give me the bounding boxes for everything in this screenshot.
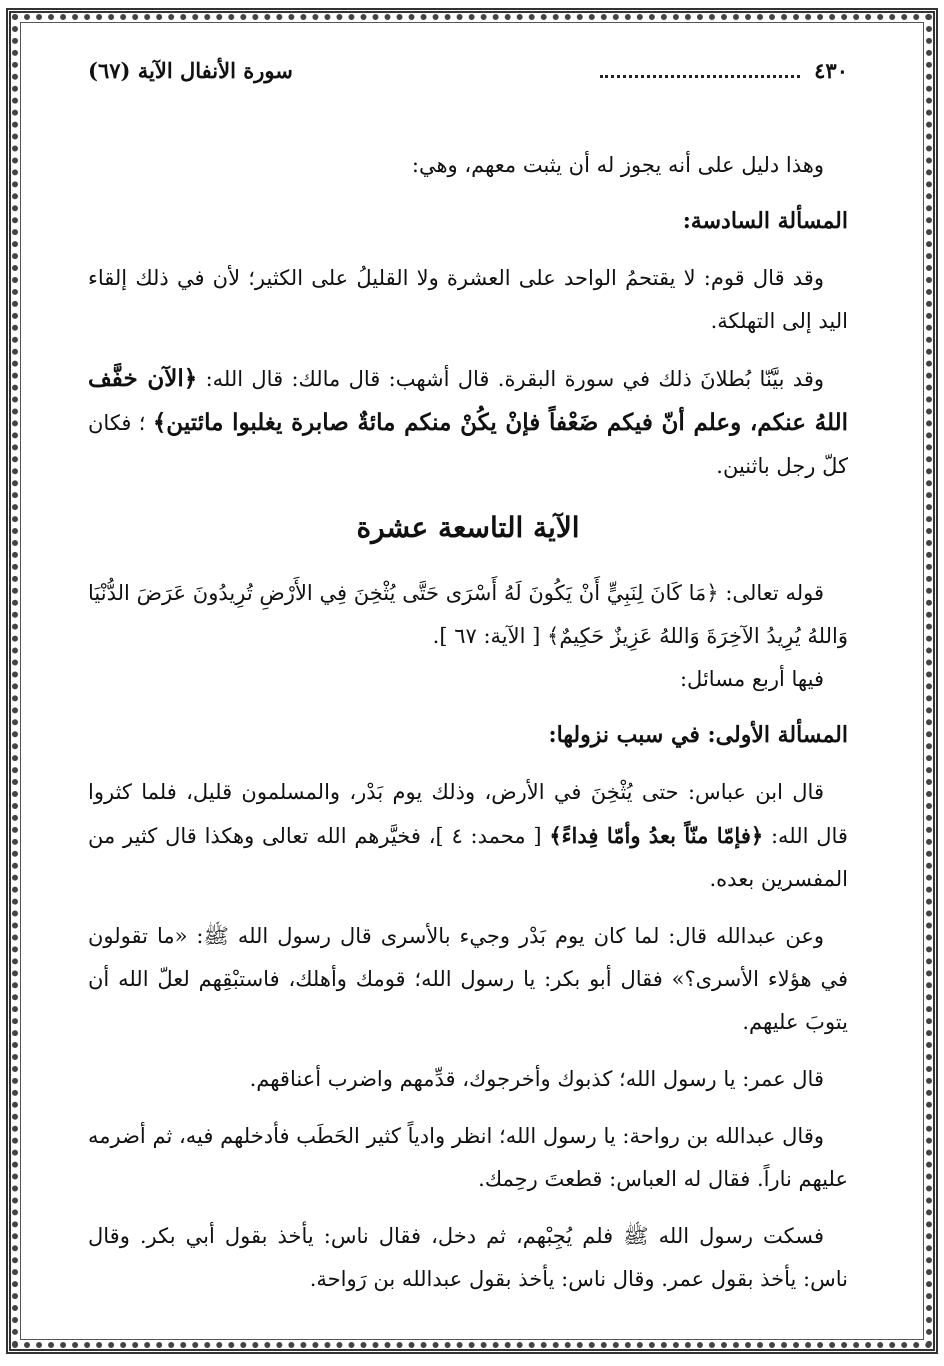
- header-dots: [600, 63, 800, 78]
- quran-quote: ﴿الآن خفَّف اللهُ عنكم، وعلم أنّ فيكم ضَعْفاً فإنْ يكُنْ منكم مائةٌ صابرة يغلبوا مائتين﴾: [88, 365, 848, 436]
- paragraph-umar: قال عمر: يا رسول الله؛ كذبوك وأخرجوك، قدِّمهم واضرب أعناقهم.: [249, 1067, 824, 1091]
- heading-sixth-issue: المسألة السادسة:: [682, 208, 848, 234]
- heading-first-issue: المسألة الأولى: في سبب نزولها:: [548, 722, 848, 748]
- paragraph-abdullah: وعن عبدالله قال: لما كان يوم بَدْر وجيء بالأسرى قال رسول الله ﷺ: «ما تقولون في هؤلاء الأسرى؟» فقال أبو بكر: يا رسول الله؛ قومك وأهلك، فاستبْقِهم لعلّ الله أن يتوبَ عليهم.: [88, 924, 848, 1034]
- refutation-end: ؛ فكان كلّ رجل باثنين.: [88, 411, 848, 478]
- header-right: [600, 58, 848, 83]
- paragraph-ibn-abbas: [88, 771, 848, 901]
- ibn-abbas-a: قال ابن عباس: حتى يُثْخِنَ في الأرض، وذلك يوم بَدْر، والمسلمون قليل، فلما كثروا قال الله:: [88, 780, 848, 848]
- paragraph-intro: وهذا دليل على أنه يجوز له أن يثبت معهم، وهي:: [411, 153, 824, 177]
- page-content: [88, 58, 848, 1315]
- paragraph-ibn-rawaha: وقال عبدالله بن رواحة: يا رسول الله؛ انظر وادياً كثير الحَطَب فأدخلهم فيه، ثم أضرمه عليهم ناراً. فقال له العباس: قطعتَ رحِمك.: [88, 1124, 848, 1191]
- ibn-abbas-b: [ محمد: ٤ ]، فخيَّرهم الله تعالى وهكذا قال كثير من المفسرين بعده.: [88, 824, 848, 891]
- issues-count: فيها أربع مسائل:: [679, 667, 824, 691]
- page-number: ٤٣٠: [814, 58, 848, 83]
- verse-paragraph: [88, 572, 848, 658]
- refutation-intro: وقد بيَّنّا بُطلانَ ذلك في سورة البقرة. قال أشهب: قال مالك: قال الله:: [205, 367, 825, 391]
- quran-quote-2: ﴿فإمّا منّاً بعدُ وأمّا فِداءً﴾: [549, 823, 764, 848]
- verse-intro: قوله تعالى:: [725, 581, 824, 605]
- section-title: الآية التاسعة عشرة: [356, 511, 580, 544]
- verse-reference: [ الآية: ٦٧ ].: [432, 624, 541, 648]
- running-header: [88, 58, 848, 92]
- paragraph-prophet-silent: فسكت رسول الله ﷺ فلم يُجِبْهم، ثم دخل، فقال ناس: يأخذ بقول أبي بكر. وقال ناس: يأخذ بقول عمر. وقال ناس: يأخذ بقول عبدالله بن رَواحة.: [88, 1224, 848, 1291]
- verse-text: ﴿مَا كَانَ لِنَبِيٍّ أَنْ يَكُونَ لَهُ أَسْرَى حَتَّى يُثْخِنَ فِي الأَرْضِ تُرِيدُونَ عَرَضَ الدُّنْيَا وَاللهُ يُرِيدُ الآخِرَةَ وَاللهُ عَزِيزٌ حَكِيمٌ﴾: [88, 581, 848, 648]
- surah-title: سورة الأنفال الآية (٦٧): [88, 58, 293, 83]
- paragraph-refutation: [88, 357, 848, 488]
- paragraph-opinion: وقد قال قوم: لا يقتحمُ الواحد على العشرة ولا القليلُ على الكثير؛ لأن في ذلك إلقاء اليد إلى التهلكة.: [88, 266, 848, 333]
